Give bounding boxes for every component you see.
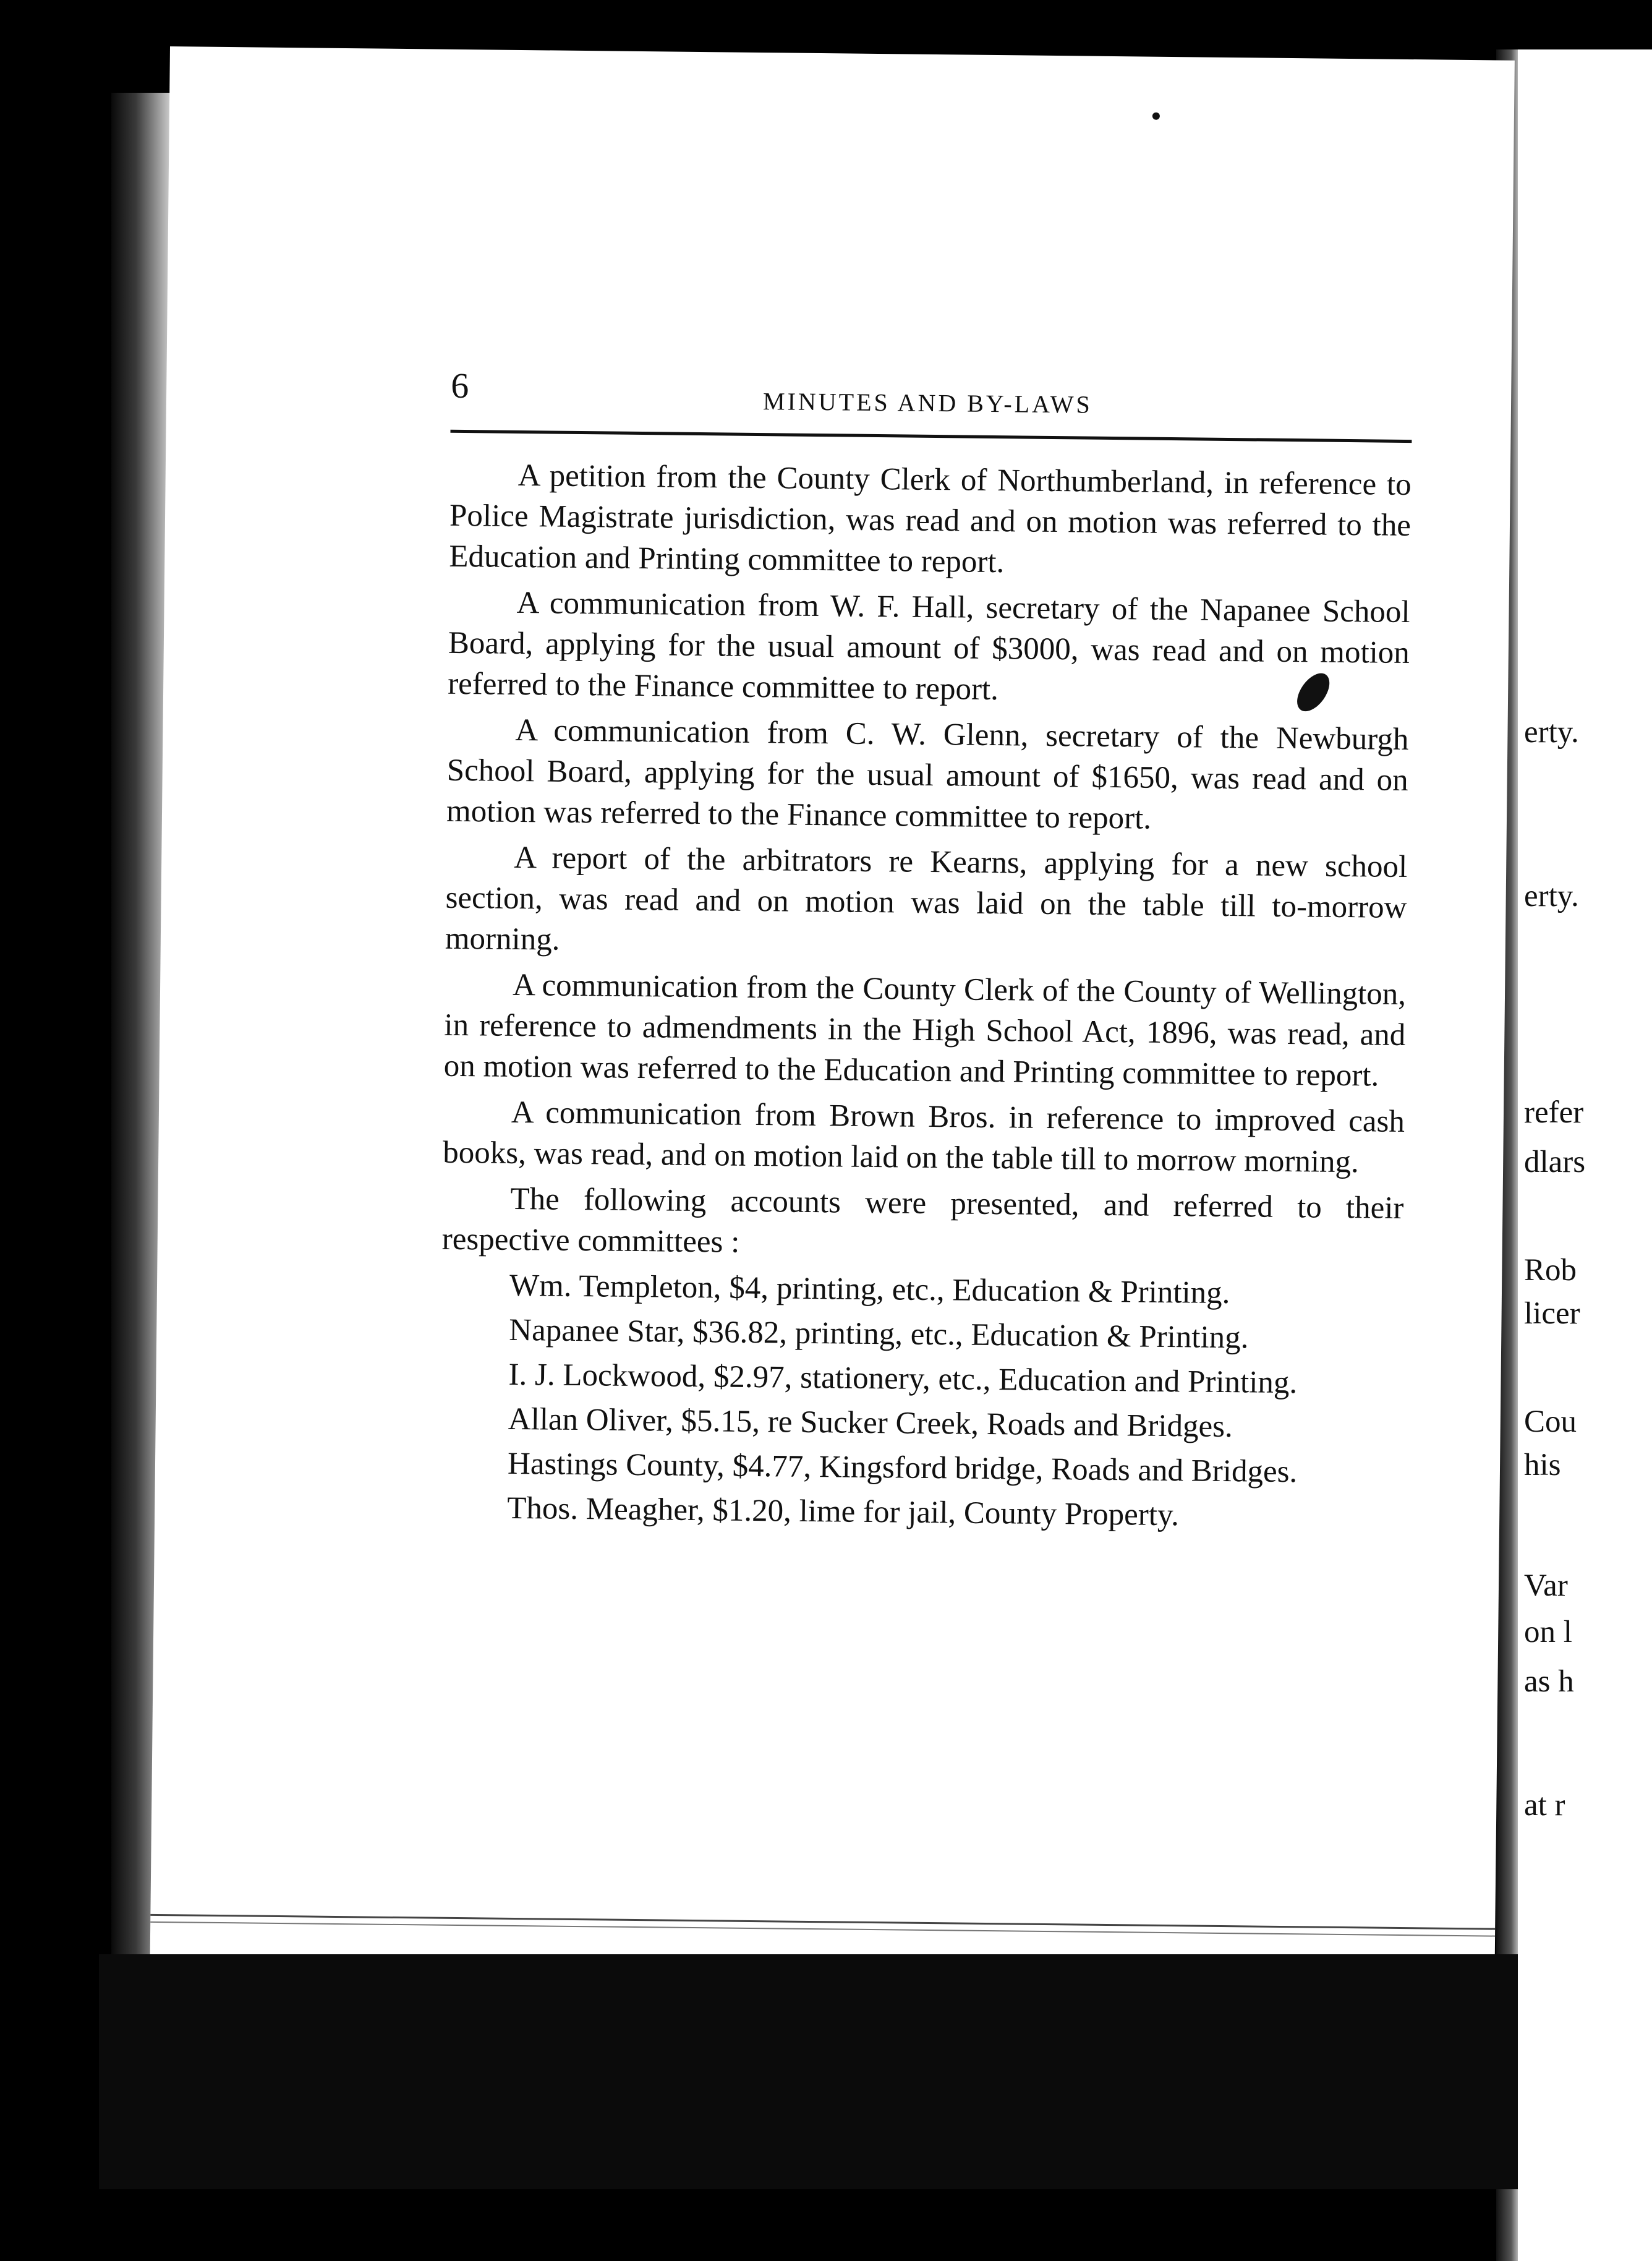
account-entry: Napanee Star, $36.82, printing, etc., Education & Printing. <box>508 1312 1249 1356</box>
facing-page-fragment: Rob <box>1524 1253 1577 1288</box>
facing-page-fragment: as h <box>1524 1664 1574 1699</box>
header-rule <box>450 430 1411 443</box>
account-entry: Thos. Meagher, $1.20, lime for jail, County Property. <box>506 1490 1180 1533</box>
facing-page-fragment: licer <box>1524 1296 1580 1331</box>
facing-page-fragment: at r <box>1524 1788 1565 1823</box>
facing-page-fragment: his <box>1524 1448 1561 1482</box>
account-entry: Allan Oliver, $5.15, re Sucker Creek, Roads and Bridges. <box>508 1401 1233 1445</box>
paragraph: A report of the arbitrators re Kearns, applying for a new school section, was read and on motion was laid on the table till to-morrow morning. <box>445 840 1408 957</box>
account-entry: I. J. Lockwood, $2.97, stationery, etc., Education and Printing. <box>508 1357 1298 1401</box>
paragraph: A communication from Brown Bros. in reference to improved cash books, was read, and on motion laid on the table till to morrow morning. <box>442 1095 1405 1180</box>
facing-page-fragment: dlars <box>1524 1145 1586 1179</box>
paragraph: The following accounts were presented, and referred to their respective committees : <box>441 1181 1404 1260</box>
page-bottom-rule <box>150 1914 1495 1930</box>
ink-speck <box>1152 113 1160 120</box>
page-bottom-rule-secondary <box>150 1921 1495 1937</box>
account-entry: Wm. Templeton, $4, printing, etc., Education & Printing. <box>509 1268 1230 1311</box>
facing-page <box>1518 49 1652 2261</box>
facing-page-fragment: erty. <box>1524 715 1579 750</box>
paragraph: A communication from C. W. Glenn, secretary of the Newburgh School Board, applying for the usual amount of $1650, was read and on motion was referred to the Finance committee to report. <box>446 712 1409 836</box>
page-body <box>439 455 1411 1542</box>
paragraph: A communication from the County Clerk of the County of Wellington, in reference to admendments in the High School Act, 1896, was read, and on motion was referred to the Education and Printing committee to report. <box>443 967 1407 1093</box>
paragraph: A petition from the County Clerk of Northumberland, in reference to Police Magistrate jurisdiction, was read and on motion was referred to the Education and Printing committee to report. <box>449 458 1411 580</box>
facing-page-fragment: erty. <box>1524 879 1579 913</box>
page-number: 6 <box>450 365 469 406</box>
facing-page-fragment: Var <box>1524 1568 1568 1603</box>
scan-bottom-margin <box>99 1954 1521 2189</box>
facing-page-fragment: Cou <box>1524 1404 1577 1439</box>
facing-page-fragment: on l <box>1524 1615 1572 1649</box>
paragraph: A communication from W. F. Hall, secretary of the Napanee School Board, applying for the usual amount of $3000, was read and on motion referred to the Finance committee to report. <box>447 585 1410 707</box>
running-head: MINUTES AND BY-LAWS <box>762 387 1093 419</box>
facing-page-fragment: refer <box>1524 1095 1584 1130</box>
account-entry: Hastings County, $4.77, Kingsford bridge, Roads and Bridges. <box>507 1446 1298 1490</box>
book-page <box>148 46 1514 2101</box>
